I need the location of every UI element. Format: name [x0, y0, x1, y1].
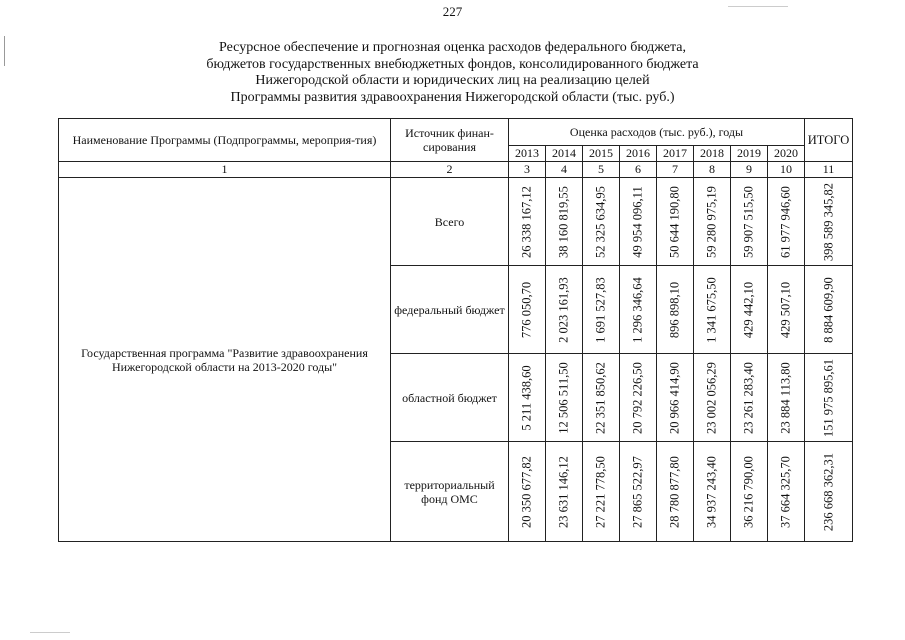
scan-artifact [30, 632, 70, 633]
title-line: Ресурсное обеспечение и прогнозная оценка расходов федерального бюджета, [219, 40, 686, 55]
expenses-table [58, 118, 853, 542]
funding-source: областной бюджет [391, 354, 509, 442]
header-year: 2016 [620, 146, 657, 162]
value-cell [731, 442, 768, 542]
value-text: 1 296 346,64 [630, 276, 645, 343]
value-text: 5 211 438,60 [519, 364, 534, 431]
value-text: 61 977 946,60 [778, 185, 793, 258]
value-cell [620, 442, 657, 542]
column-index: 1 [59, 162, 391, 178]
value-text: 52 325 634,95 [593, 185, 608, 258]
value-cell [657, 178, 694, 266]
value-text: 23 631 146,12 [556, 455, 571, 528]
header-year: 2020 [768, 146, 805, 162]
header-program-name: Наименование Программы (Подпрограммы, мероприя-тия) [59, 119, 391, 162]
column-index: 5 [583, 162, 620, 178]
value-cell [694, 354, 731, 442]
value-text: 28 780 877,80 [667, 455, 682, 528]
value-cell [509, 266, 546, 354]
value-cell [768, 442, 805, 542]
value-cell [546, 178, 583, 266]
column-index: 8 [694, 162, 731, 178]
funding-source: территориальный фонд ОМС [391, 442, 509, 542]
header-year: 2019 [731, 146, 768, 162]
column-index: 10 [768, 162, 805, 178]
value-cell [583, 266, 620, 354]
column-index: 6 [620, 162, 657, 178]
value-text: 27 865 522,97 [630, 455, 645, 528]
total-text: 236 668 362,31 [821, 452, 835, 531]
value-text: 37 664 325,70 [778, 455, 793, 528]
value-cell [583, 178, 620, 266]
header-year: 2014 [546, 146, 583, 162]
funding-source: Всего [391, 178, 509, 266]
value-text: 23 002 056,29 [704, 361, 719, 434]
header-total: ИТОГО [805, 119, 853, 162]
total-text: 8 884 609,90 [821, 276, 835, 343]
value-cell [768, 178, 805, 266]
page-number: 227 [442, 4, 463, 19]
value-text: 59 907 515,50 [741, 185, 756, 258]
value-cell [509, 178, 546, 266]
total-text: 151 975 895,61 [821, 358, 835, 437]
value-text: 896 898,10 [667, 281, 682, 338]
value-cell [657, 442, 694, 542]
value-cell [731, 354, 768, 442]
value-text: 20 350 677,82 [519, 455, 534, 528]
value-text: 26 338 167,12 [519, 185, 534, 258]
title-line: Программы развития здравоохранения Нижегородской области (тыс. руб.) [230, 89, 675, 105]
value-text: 1 691 527,83 [593, 276, 608, 343]
value-cell [546, 442, 583, 542]
value-text: 429 507,10 [778, 281, 793, 338]
value-cell [657, 266, 694, 354]
value-cell [546, 354, 583, 442]
value-text: 23 261 283,40 [741, 361, 756, 434]
column-index: 3 [509, 162, 546, 178]
value-cell [620, 354, 657, 442]
total-text: 398 589 345,82 [821, 182, 835, 261]
value-cell [768, 266, 805, 354]
value-text: 36 216 790,00 [741, 455, 756, 528]
title-line: Нижегородской области и юридических лиц на реализацию целей [255, 73, 650, 88]
value-cell [620, 266, 657, 354]
funding-source: федеральный бюджет [391, 266, 509, 354]
total-cell [805, 354, 853, 442]
header-year: 2017 [657, 146, 694, 162]
document-title [0, 40, 905, 106]
scan-artifact [728, 6, 788, 7]
value-text: 429 442,10 [741, 281, 756, 338]
scan-artifact [4, 36, 5, 66]
value-cell [509, 354, 546, 442]
value-cell [583, 442, 620, 542]
value-text: 776 050,70 [519, 281, 534, 338]
value-text: 59 280 975,19 [704, 185, 719, 258]
value-cell [583, 354, 620, 442]
header-year: 2015 [583, 146, 620, 162]
value-text: 20 792 226,50 [630, 361, 645, 434]
value-cell [509, 442, 546, 542]
column-index: 7 [657, 162, 694, 178]
total-cell [805, 442, 853, 542]
total-cell [805, 266, 853, 354]
program-name: Государственная программа "Развитие здравоохранения Нижегородской области на 2013-2020 годы" [59, 178, 391, 542]
value-text: 27 221 778,50 [593, 455, 608, 528]
value-text: 34 937 243,40 [704, 455, 719, 528]
value-cell [546, 266, 583, 354]
value-cell [694, 442, 731, 542]
title-line: бюджетов государственных внебюджетных фондов, консолидированного бюджета [206, 56, 699, 72]
value-cell [731, 178, 768, 266]
header-funding-source: Источник финан-сирования [391, 119, 509, 162]
header-year: 2013 [509, 146, 546, 162]
header-expense-estimate: Оценка расходов (тыс. руб.), годы [509, 119, 805, 146]
value-text: 2 023 161,93 [556, 276, 571, 343]
value-text: 12 506 511,50 [556, 361, 571, 434]
column-index: 2 [391, 162, 509, 178]
value-text: 1 341 675,50 [704, 276, 719, 343]
value-text: 49 954 096,11 [630, 185, 645, 258]
header-year: 2018 [694, 146, 731, 162]
total-cell [805, 178, 853, 266]
value-text: 23 884 113,80 [778, 361, 793, 434]
value-cell [657, 354, 694, 442]
column-index: 4 [546, 162, 583, 178]
value-cell [731, 266, 768, 354]
column-index: 11 [805, 162, 853, 178]
value-text: 38 160 819,55 [556, 185, 571, 258]
value-cell [694, 266, 731, 354]
value-text: 20 966 414,90 [667, 361, 682, 434]
column-index: 9 [731, 162, 768, 178]
value-cell [620, 178, 657, 266]
value-cell [694, 178, 731, 266]
value-cell [768, 354, 805, 442]
value-text: 22 351 850,62 [593, 361, 608, 434]
value-text: 50 644 190,80 [667, 185, 682, 258]
